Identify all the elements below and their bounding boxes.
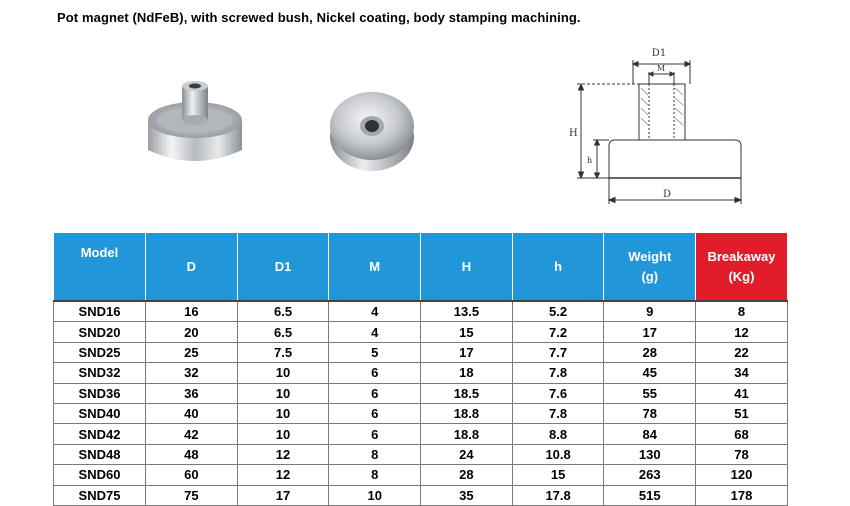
header-weight-label: Weight xyxy=(628,248,672,264)
cell-d: 48 xyxy=(146,444,238,464)
cell-model: SND32 xyxy=(54,363,146,383)
spec-table xyxy=(53,232,788,506)
cell-h-lower: 7.2 xyxy=(512,322,604,342)
cell-weight: 17 xyxy=(604,322,696,342)
cell-d: 16 xyxy=(146,301,238,322)
technical-drawing xyxy=(555,42,755,212)
cell-m: 4 xyxy=(329,301,421,322)
cell-d: 42 xyxy=(146,424,238,444)
header-m: M xyxy=(329,233,421,302)
cell-breakaway: 22 xyxy=(696,342,788,362)
cell-weight: 78 xyxy=(604,403,696,423)
cell-weight: 515 xyxy=(604,485,696,505)
cell-model: SND16 xyxy=(54,301,146,322)
cell-model: SND48 xyxy=(54,444,146,464)
cell-d: 20 xyxy=(146,322,238,342)
cell-breakaway: 68 xyxy=(696,424,788,444)
cell-h-lower: 17.8 xyxy=(512,485,604,505)
cell-m: 4 xyxy=(329,322,421,342)
cell-d1: 6.5 xyxy=(237,322,329,342)
cell-model: SND60 xyxy=(54,465,146,485)
cell-weight: 9 xyxy=(604,301,696,322)
cell-h-upper: 18 xyxy=(421,363,513,383)
table-row xyxy=(54,363,788,383)
cell-breakaway: 34 xyxy=(696,363,788,383)
header-model: Model xyxy=(54,233,146,302)
table-row xyxy=(54,424,788,444)
cell-model: SND40 xyxy=(54,403,146,423)
product-photo-side xyxy=(140,80,250,175)
table-row xyxy=(54,444,788,464)
cell-m: 8 xyxy=(329,465,421,485)
cell-h-upper: 18.8 xyxy=(421,403,513,423)
cell-h-lower: 15 xyxy=(512,465,604,485)
cell-d1: 10 xyxy=(237,383,329,403)
cell-d: 32 xyxy=(146,363,238,383)
cell-m: 8 xyxy=(329,444,421,464)
cell-model: SND75 xyxy=(54,485,146,505)
cell-d: 75 xyxy=(146,485,238,505)
cell-breakaway: 12 xyxy=(696,322,788,342)
product-photo-top xyxy=(325,82,420,177)
cell-m: 6 xyxy=(329,363,421,383)
header-breakaway-unit: (Kg) xyxy=(728,268,755,284)
header-weight xyxy=(604,233,696,302)
cell-h-upper: 15 xyxy=(421,322,513,342)
cell-h-lower: 7.7 xyxy=(512,342,604,362)
header-d1: D1 xyxy=(237,233,329,302)
cell-d: 60 xyxy=(146,465,238,485)
cell-model: SND42 xyxy=(54,424,146,444)
header-breakaway-label: Breakaway xyxy=(707,248,776,264)
table-row xyxy=(54,485,788,505)
cell-d1: 17 xyxy=(237,485,329,505)
cell-d: 25 xyxy=(146,342,238,362)
cell-h-upper: 18.5 xyxy=(421,383,513,403)
cell-m: 5 xyxy=(329,342,421,362)
cell-weight: 45 xyxy=(604,363,696,383)
cell-d1: 12 xyxy=(237,444,329,464)
cell-d: 36 xyxy=(146,383,238,403)
table-header-row xyxy=(54,233,788,302)
header-d: D xyxy=(146,233,238,302)
label-m: M xyxy=(656,64,666,73)
cell-breakaway: 120 xyxy=(696,465,788,485)
cell-weight: 28 xyxy=(604,342,696,362)
table-row xyxy=(54,322,788,342)
cell-h-upper: 18.8 xyxy=(421,424,513,444)
label-d: D xyxy=(662,189,672,200)
cell-h-upper: 13.5 xyxy=(421,301,513,322)
cell-breakaway: 78 xyxy=(696,444,788,464)
cell-d1: 6.5 xyxy=(237,301,329,322)
header-h-upper: H xyxy=(421,233,513,302)
label-d1: D1 xyxy=(651,48,667,59)
cell-h-lower: 7.6 xyxy=(512,383,604,403)
cell-h-upper: 17 xyxy=(421,342,513,362)
header-weight-unit: (g) xyxy=(641,268,659,284)
cell-breakaway: 8 xyxy=(696,301,788,322)
header-breakaway xyxy=(696,233,788,302)
cell-breakaway: 178 xyxy=(696,485,788,505)
cell-weight: 55 xyxy=(604,383,696,403)
cell-h-lower: 5.2 xyxy=(512,301,604,322)
label-h-upper: H xyxy=(569,128,578,139)
cell-d1: 10 xyxy=(237,403,329,423)
cell-model: SND20 xyxy=(54,322,146,342)
table-row xyxy=(54,383,788,403)
header-h-lower: h xyxy=(512,233,604,302)
cell-h-upper: 24 xyxy=(421,444,513,464)
cell-h-lower: 10.8 xyxy=(512,444,604,464)
label-h-lower: h xyxy=(587,156,593,165)
cell-h-upper: 35 xyxy=(421,485,513,505)
page-title: Pot magnet (NdFeB), with screwed bush, Nickel coating, body stamping machining. xyxy=(57,10,581,25)
cell-weight: 84 xyxy=(604,424,696,444)
cell-m: 6 xyxy=(329,403,421,423)
cell-weight: 130 xyxy=(604,444,696,464)
cell-d1: 10 xyxy=(237,363,329,383)
cell-h-upper: 28 xyxy=(421,465,513,485)
cell-h-lower: 7.8 xyxy=(512,363,604,383)
table-row xyxy=(54,465,788,485)
cell-d1: 7.5 xyxy=(237,342,329,362)
table-row xyxy=(54,342,788,362)
cell-m: 10 xyxy=(329,485,421,505)
cell-d: 40 xyxy=(146,403,238,423)
cell-d1: 12 xyxy=(237,465,329,485)
cell-h-lower: 8.8 xyxy=(512,424,604,444)
spec-table-body xyxy=(54,301,788,505)
cell-weight: 263 xyxy=(604,465,696,485)
table-row xyxy=(54,403,788,423)
cell-h-lower: 7.8 xyxy=(512,403,604,423)
cell-model: SND36 xyxy=(54,383,146,403)
cell-m: 6 xyxy=(329,383,421,403)
cell-breakaway: 41 xyxy=(696,383,788,403)
cell-m: 6 xyxy=(329,424,421,444)
cell-model: SND25 xyxy=(54,342,146,362)
cell-d1: 10 xyxy=(237,424,329,444)
table-row xyxy=(54,301,788,322)
cell-breakaway: 51 xyxy=(696,403,788,423)
